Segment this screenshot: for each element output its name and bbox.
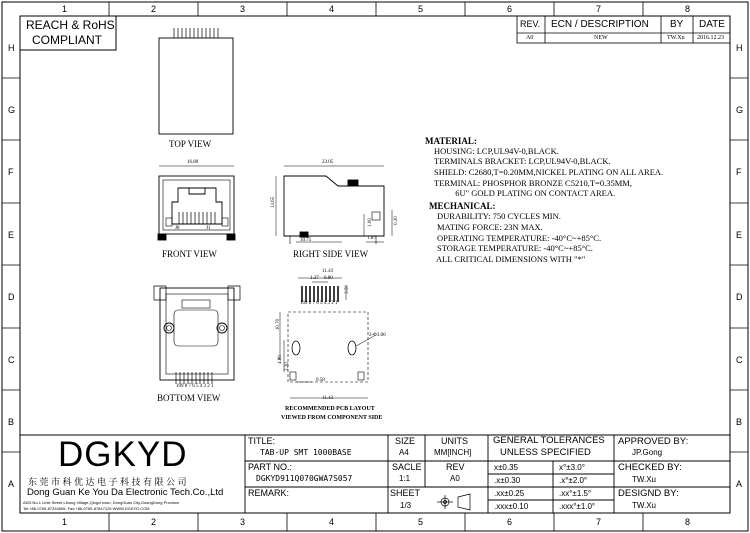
sheet-label: SHEET	[390, 488, 421, 498]
rev-field-value: A0	[450, 474, 460, 483]
tolerance-linear-4: .xxx±0.10	[494, 502, 529, 511]
dim-front-j8: J8	[175, 226, 180, 231]
zone-col-3-bottom: 3	[240, 517, 246, 527]
zone-row-c-left: C	[8, 355, 15, 365]
rev-value: A0	[526, 35, 534, 41]
front-view-drawing	[158, 166, 235, 240]
material-line-1: HOUSING: LCP,UL94V-0,BLACK.	[434, 146, 559, 156]
tolerance-angular-1: x°±3.0°	[559, 463, 585, 472]
scale-value: 1:1	[399, 474, 411, 483]
title-value: TAB-UP SMT 1000BASE	[260, 448, 352, 457]
zone-col-5-top: 5	[418, 4, 424, 14]
tolerance-angular-2: .x°±2.0°	[559, 476, 588, 485]
mechanical-line-1: DURABILITY: 750 CYCLES MIN.	[437, 211, 561, 221]
zone-row-g-left: G	[8, 105, 16, 115]
sheet-value: 1/3	[400, 501, 412, 510]
material-line-5: 6U" GOLD PLATING ON CONTACT AREA.	[434, 188, 616, 198]
title-label: TITLE:	[248, 436, 276, 446]
dim-pcb-4: 3.50	[344, 285, 350, 294]
dim-pcb-9: 0.58	[316, 378, 325, 383]
bottom-view-drawing	[154, 286, 240, 384]
dim-side-2: 0.30	[393, 216, 399, 225]
dim-pcb-7: 4.80	[277, 355, 283, 364]
dim-pcb-2: 1.27	[310, 276, 319, 281]
zone-col-1-top: 1	[62, 4, 68, 14]
tolerance-angular-4: .xxx°±1.0°	[559, 502, 596, 511]
tolerance-linear-1: x±0.35	[494, 463, 518, 472]
date-value: 2016.12.23	[697, 35, 724, 41]
top-view-label: TOP VIEW	[169, 139, 212, 149]
ecn-header: ECN / DESCRIPTION	[551, 19, 649, 30]
mechanical-line-2: MATING FORCE: 23N MAX.	[437, 222, 543, 232]
dim-side-height: 13.65	[271, 196, 277, 209]
company-contact: Tel:+86-0769-87334606; Fax:+86-0769-87847129 WWW.DGKYD.COM	[23, 506, 150, 511]
zone-row-e-left: E	[8, 230, 15, 240]
zone-row-b-left: B	[8, 417, 15, 427]
zone-row-a-left: A	[8, 479, 15, 489]
pcb-layout-label-2: VIEWED FROM COMPONENT SIDE	[281, 415, 383, 421]
zone-row-h-right: H	[736, 43, 743, 53]
zone-row-h-left: H	[8, 43, 15, 53]
zone-row-g-right: G	[736, 105, 744, 115]
zone-col-6-bottom: 6	[507, 517, 513, 527]
zone-col-5-bottom: 5	[418, 517, 424, 527]
material-line-3: SHIELD: C2680,T=0.20MM,NICKEL PLATING ON ALL AREA.	[434, 167, 664, 177]
company-address: ADD:No.1 Linle Street,Lihong Village,Qingxi town, DongGuan City,GuangDong Province	[23, 500, 180, 505]
tolerance-linear-3: .xx±0.25	[494, 489, 525, 498]
dim-front-width: 16.80	[187, 160, 199, 165]
right-side-view-drawing	[276, 166, 392, 244]
ecn-value: NEW	[594, 35, 608, 41]
zone-col-3-top: 3	[240, 4, 246, 14]
mechanical-title: MECHANICAL:	[429, 201, 496, 211]
dim-pcb-5: 10.70	[276, 318, 282, 331]
mechanical-line-5: ALL CRITICAL DIMENSIONS WITH "*"	[436, 254, 586, 264]
material-line-4: TERMINAL: PHOSPHOR BRONZE C5210,T=0.35MM,	[434, 178, 632, 188]
dim-side-1: 1.00	[367, 218, 373, 227]
zone-row-e-right: E	[736, 230, 743, 240]
scale-label: SACLE	[392, 462, 422, 472]
company-logo: DGKYD	[58, 435, 188, 474]
pcb-layout-label-1: RECOMMENDED PCB LAYOUT	[285, 406, 375, 412]
designed-value: TW.Xu	[632, 501, 657, 510]
zone-col-4-bottom: 4	[329, 517, 335, 527]
by-header: BY	[670, 19, 684, 30]
company-name-cn: 东 莞 市 科 优 达 电 子 科 技 有 限 公 司	[28, 477, 187, 487]
units-label: UNITS	[441, 436, 468, 446]
material-line-2: TERMINALS BRACKET: LCP,UL94V-0,BLACK.	[434, 156, 611, 166]
mechanical-line-3: OPERATING TEMPERATURE: -40°C~+85°C.	[437, 233, 602, 243]
company-name-en: Dong Guan Ke You Da Electronic Tech.Co.,Ltd	[27, 487, 224, 498]
zone-col-4-top: 4	[329, 4, 335, 14]
zone-col-2-top: 2	[151, 4, 157, 14]
zone-col-7-bottom: 7	[596, 517, 602, 527]
tolerance-title-1: GENERAL TOLERANCES	[493, 435, 605, 446]
dim-pcb-10: 11.43	[322, 396, 334, 401]
zone-col-8-bottom: 8	[685, 517, 691, 527]
right-side-view-label: RIGHT SIDE VIEW	[293, 249, 369, 259]
part-no-value: DGKYD911Q070GWA7S057	[256, 474, 353, 483]
remark-label: REMARK:	[248, 488, 290, 498]
zone-row-a-right: A	[736, 479, 743, 489]
rev-header: REV.	[520, 19, 541, 29]
units-value: MM[INCH]	[434, 448, 472, 457]
dim-side-3: 10.75	[300, 238, 312, 243]
zone-col-6-top: 6	[507, 4, 513, 14]
approved-label: APPROVED BY:	[618, 436, 689, 447]
dim-pcb-8: 2.20	[284, 362, 290, 371]
dim-front-j1: J1	[206, 226, 211, 231]
zone-row-d-left: D	[8, 292, 15, 302]
front-view-label: FRONT VIEW	[162, 249, 217, 259]
dim-side-width: 23.05	[322, 160, 334, 165]
dim-pcb-1: 11.43	[322, 269, 334, 274]
designed-label: DESIGND BY:	[618, 488, 679, 499]
zone-row-f-left: F	[8, 167, 14, 177]
zone-col-2-bottom: 2	[151, 517, 157, 527]
tolerance-linear-2: .x±0.30	[494, 476, 521, 485]
zone-row-d-right: D	[736, 292, 743, 302]
by-value: TW.Xu	[667, 35, 685, 41]
zone-col-1-bottom: 1	[62, 517, 68, 527]
bottom-view-label: BOTTOM VIEW	[157, 393, 221, 403]
part-no-label: PART NO.:	[248, 462, 293, 472]
approved-value: JP.Gong	[632, 448, 663, 457]
checked-label: CHECKED BY:	[618, 462, 682, 473]
bottom-pin-numbers: 109 8 7 6 5 4 3 2 1	[176, 384, 214, 389]
dim-side-4: 1.87	[367, 236, 376, 241]
compliance-line1: REACH & RoHS	[26, 18, 115, 32]
zone-row-b-right: B	[736, 417, 743, 427]
top-view-drawing	[159, 28, 233, 134]
mechanical-line-4: STORAGE TEMPERATURE: -40°C~+85°C.	[437, 243, 593, 253]
size-label: SIZE	[395, 436, 416, 446]
zone-row-c-right: C	[736, 355, 743, 365]
projection-symbol	[437, 494, 470, 510]
rev-label: REV	[446, 462, 465, 472]
dim-pcb-6: 2-Φ3.00	[369, 333, 386, 338]
material-title: MATERIAL:	[425, 136, 477, 146]
compliance-line2: COMPLIANT	[32, 33, 103, 47]
tolerance-angular-3: .xx°±1.5°	[559, 489, 592, 498]
pcb-pin-numbers: 109 8 7 6 5 4 3 2 1	[300, 301, 338, 306]
size-value: A4	[399, 448, 409, 457]
zone-col-7-top: 7	[596, 4, 602, 14]
zone-row-f-right: F	[736, 167, 742, 177]
zone-col-8-top: 8	[685, 4, 691, 14]
dim-pcb-3: 0.80	[324, 276, 333, 281]
checked-value: TW.Xu	[632, 475, 657, 484]
tolerance-title-2: UNLESS SPECIFIED	[500, 447, 591, 458]
date-header: DATE	[699, 19, 725, 30]
